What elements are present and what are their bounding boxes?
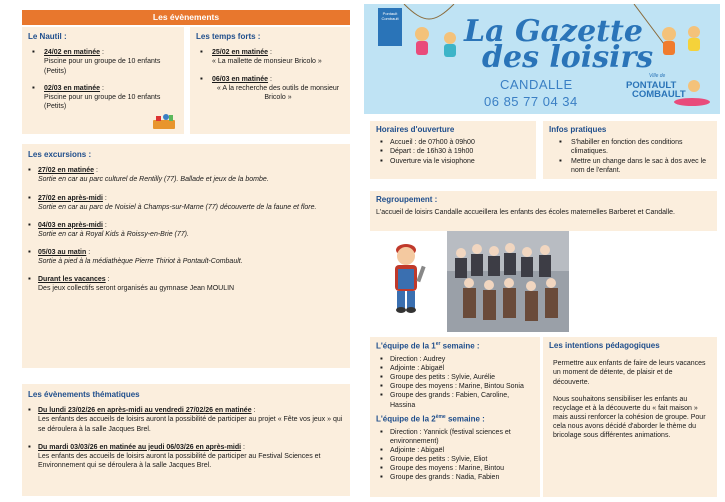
equipe-panel <box>370 337 540 497</box>
item-text: Sortie à pied à la médiathèque Pierre Thiriot à Pontault-Combault. <box>38 258 243 266</box>
list-item: ▪ Groupe des moyens : Marine, Bintou <box>376 464 534 473</box>
equipe-week2-list <box>376 428 534 483</box>
item-date: 02/03 en matinée <box>44 84 101 92</box>
list-item: ▪ Mettre un change dans le sac à dos avec le nom de l'enfant. <box>549 157 711 175</box>
list-item: ▪ Direction : Audrey <box>376 355 534 364</box>
intentions-paragraph-1: Permettre aux enfants de faire de leurs vacances un moment de détente, de plaisir et de découverte. <box>553 360 706 386</box>
city-name-line-1: PONTAULT <box>626 80 677 91</box>
list-item: ▪ Groupe des petits : Sylvie, Eliot <box>376 455 534 464</box>
item-sep: : <box>241 443 245 451</box>
item-sep: : <box>105 276 110 284</box>
title-sup: ème <box>435 413 446 420</box>
temps-forts-title: Les temps forts : <box>196 32 261 41</box>
thematiques-panel <box>22 384 350 496</box>
city-label: Ville de <box>649 73 666 79</box>
list-item <box>28 84 178 111</box>
nautil-title: Le Nautil : <box>28 32 67 41</box>
item-text: Sortie en car au parc culturel de Rentilly (77). Ballade et jeux de la bombe. <box>38 176 269 184</box>
list-item <box>28 443 344 470</box>
horaires-list <box>376 138 530 165</box>
excursions-list <box>28 166 344 293</box>
title-part: semaine : <box>440 341 480 351</box>
gazette-title-line-1: La Gazette <box>464 14 643 49</box>
regroupement-title: Regroupement : <box>376 195 438 204</box>
list-item: ▪ Groupe des grands : Nadia, Fabien <box>376 473 534 482</box>
item-date: 06/03 en matinée <box>212 75 269 83</box>
list-item: ▪ Groupe des petits : Sylvie, Aurélie <box>376 373 534 382</box>
excursions-title: Les excursions : <box>28 150 92 159</box>
list-item: ▪ Départ : de 16h30 à 19h00 <box>376 147 530 156</box>
list-item <box>28 406 344 433</box>
item-text: Les enfants des accueils de loisirs auront la possibilité de participer au Festival Sciences et Environnement qui se déroulera à la salle Jacques Brel. <box>38 452 321 469</box>
item-date: 27/02 en matinée <box>38 167 95 175</box>
list-item <box>196 48 344 66</box>
list-item: ▪ Groupe des moyens : Marine, Bintou Sonia <box>376 382 534 391</box>
list-item: ▪ Ouverture via le visiophone <box>376 157 530 166</box>
list-item <box>28 248 344 266</box>
center-name: CANDALLE <box>500 77 573 92</box>
item-text: Sortie en car à Royal Kids à Roissy-en-Brie (77). <box>38 230 189 238</box>
gazette-title-line-2: des loisirs <box>482 40 654 75</box>
infos-title: Infos pratiques <box>549 125 607 134</box>
list-item: ▪ Adjointe : Abigaël <box>376 364 534 373</box>
horaires-title: Horaires d'ouverture <box>376 125 455 134</box>
intentions-paragraph-2: Nous souhaitons sensibiliser les enfants au recyclage et à la découverte du « fait maison » mais aussi renforcer la cohésion de groupe. Pour cela nous avons décidé d'aborder le thème du bricolage sous différentes animations. <box>553 395 706 440</box>
regroupement-panel <box>370 191 717 231</box>
intentions-panel <box>543 337 717 497</box>
item-sep: : <box>100 49 104 57</box>
item-sep: : <box>268 75 272 83</box>
item-text: « La mallette de monsieur Bricolo » <box>212 58 322 66</box>
equipe-week1-list <box>376 355 534 410</box>
list-item: ▪ Groupe des grands : Fabien, Caroline, Hassina <box>376 391 534 409</box>
item-text: Piscine pour un groupe de 10 enfants (Petits) <box>44 58 161 75</box>
city-name-line-2: COMBAULT <box>632 89 686 100</box>
excursions-panel <box>22 144 350 368</box>
title-part: semaine : <box>445 414 485 424</box>
item-sep: : <box>100 84 104 92</box>
thematiques-title: Les évènements thématiques <box>28 390 140 399</box>
list-item <box>28 275 344 293</box>
center-phone: 06 85 77 04 34 <box>484 94 578 109</box>
item-date: Du lundi 23/02/26 en après-midi au vendredi 27/02/26 en matinée <box>38 407 252 415</box>
item-text: Les enfants des accueils de loisirs auront la possibilité de participer au projet « Fête vos jeux » qui se déroulera à la salle Jacques Brel. <box>38 416 343 433</box>
item-date: 25/02 en matinée <box>212 49 269 57</box>
item-date: 04/03 en après-midi <box>38 221 103 229</box>
item-text: Piscine pour un groupe de 10 enfants (Petits) <box>44 93 161 110</box>
item-sep: : <box>268 49 272 57</box>
list-item <box>28 166 344 184</box>
item-date: 24/02 en matinée <box>44 49 101 57</box>
temps-forts-list <box>196 48 344 101</box>
equipe-week1-title <box>376 341 534 352</box>
item-sep: : <box>86 248 91 256</box>
team-photo <box>447 231 569 332</box>
title-part: L'équipe de la 1 <box>376 341 436 351</box>
title-part: L'équipe de la 2 <box>376 414 436 424</box>
item-text: « A la recherche des outils de monsieur Bricolo » <box>216 84 340 101</box>
toy-box-illustration <box>150 112 178 130</box>
infos-panel <box>543 121 717 179</box>
infos-list <box>549 138 711 174</box>
item-date: 05/03 au matin <box>38 248 87 256</box>
list-item: ▪ S'habiller en fonction des conditions climatiques. <box>549 138 711 156</box>
handyman-mascot-illustration <box>382 236 430 314</box>
list-item: ▪ Adjointe : Abigaël <box>376 446 534 455</box>
list-item: ▪ Direction : Yannick (festival sciences et environnement) <box>376 428 534 446</box>
list-item <box>28 194 344 212</box>
horaires-panel <box>370 121 536 179</box>
equipe-week2-title <box>376 414 534 425</box>
regroupement-text: L'accueil de loisirs Candalle accueillera les enfants des écoles maternelles Barberet et Candalle. <box>376 209 676 217</box>
gazette-header <box>364 4 720 114</box>
list-item <box>196 75 344 102</box>
item-sep: : <box>251 407 256 415</box>
events-banner: Les évènements <box>22 10 350 25</box>
item-date: Du mardi 03/03/26 en matinée au jeudi 06/03/26 en après-midi <box>38 443 242 451</box>
item-text: Sortie en car au parc de Noisiel à Champs-sur-Marne (77) découverte de la faune et flore. <box>38 203 317 211</box>
title-sup: er <box>435 341 441 347</box>
list-item <box>28 48 178 75</box>
item-sep: : <box>94 167 98 175</box>
temps-forts-panel <box>190 27 350 134</box>
list-item <box>28 221 344 239</box>
nautil-list <box>28 48 178 111</box>
thematiques-list <box>28 406 344 470</box>
item-date: 27/02 en après-midi <box>38 194 103 202</box>
item-sep: : <box>102 221 107 229</box>
item-date: Durant les vacances <box>38 276 106 284</box>
city-logo: Pontault Combault <box>378 8 402 46</box>
intentions-title: Les intentions pédagogiques <box>549 341 660 350</box>
list-item: ▪ Accueil : de 07h00 à 09h00 <box>376 138 530 147</box>
item-sep: : <box>102 194 107 202</box>
item-text: Des jeux collectifs seront organisés au gymnase Jean MOULIN <box>38 285 235 293</box>
